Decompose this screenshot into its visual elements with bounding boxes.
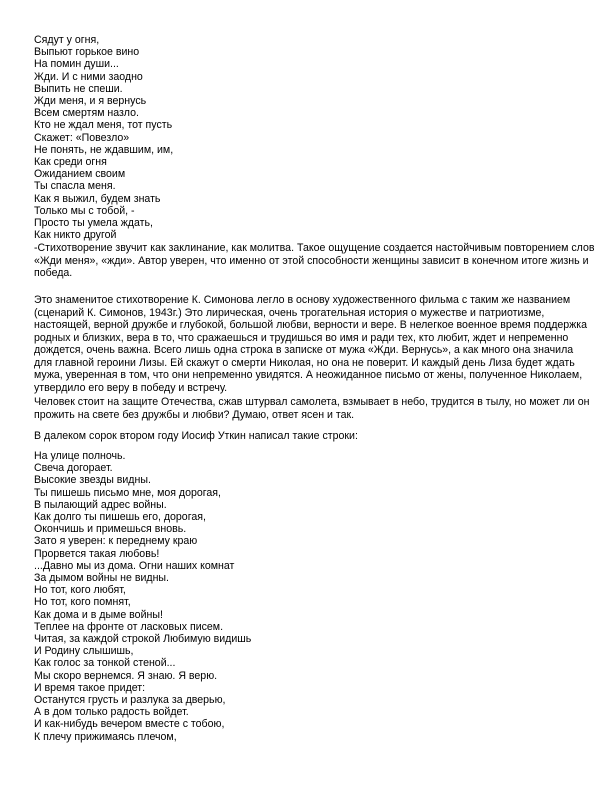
- poem-line-1: Сядут у огня,: [34, 34, 100, 46]
- poem-line-15: Только мы с тобой, -: [34, 204, 135, 217]
- poem-line-6: Жди меня, и я вернусь: [34, 95, 147, 108]
- poem-line-14: Как я выжил, будем знать: [34, 192, 161, 205]
- poem-line-22: А в дом только радость войдет.: [34, 706, 189, 719]
- poem-line-4: Жди. И с ними заодно: [34, 70, 143, 83]
- poem-simonov: [34, 34, 586, 241]
- text-line-1: В далеком сорок втором году Иосиф Уткин написал такие строки:: [34, 430, 358, 442]
- text-line-3: настоящей, верной дружбе и глубокой, большой любви, верности и вере. В нелегкое военное время поддержка: [34, 319, 588, 331]
- poem-line-3: На помин души...: [34, 58, 119, 71]
- text-line-2: «Жди меня», «жди». Автор уверен, что именно от этой способности женщины зависит в конечном итоге жизнь и: [34, 254, 589, 267]
- poem-line-8: Зато я уверен: к переднему краю: [34, 535, 198, 548]
- text-line-1: -Стихотворение звучит как заклинание, как молитва. Такое ощущение создается настойчивым повторением слов: [34, 242, 595, 254]
- text-line-2: прожить на свете без дружбы и любви? Думаю, ответ ясен и так.: [34, 408, 355, 421]
- text-line-7: мужа, уверенная в том, что они непременно увидятся. А неожиданное письмо от жены, полученное Николаем,: [34, 369, 583, 381]
- text-line-6: для главной героини Лизы. Ей скажут о смерти Николая, но она не поверит. И каждый день Лиза будет ждать: [34, 356, 575, 369]
- poem-line-17: Как никто другой: [34, 229, 117, 242]
- text-line-4: родных и близких, вера в то, что сражаешься и трудишься во имя и ради тех, кто любит, ждет и непременно: [34, 331, 569, 344]
- poem-line-7: Всем смертям назло.: [34, 107, 139, 120]
- poem-line-16: Просто ты умела ждать,: [34, 217, 153, 230]
- poem-line-9: Скажет: «Повезло»: [34, 131, 130, 144]
- text-line-8: утвердило его веру в победу и встречу.: [34, 381, 228, 394]
- poem-line-13: Ты спасла меня.: [34, 180, 116, 193]
- poem-line-21: Останутся грусть и разлука за дверью,: [34, 694, 226, 707]
- poem-line-8: Кто не ждал меня, тот пусть: [34, 119, 173, 132]
- text-line-2: (сценарий К. Симонов, 1943г.) Это лирическая, очень трогательная история о мужестве и патриотизме,: [34, 306, 545, 319]
- poem-line-9: Прорвется такая любовь!: [34, 547, 160, 560]
- poem-line-12: Но тот, кого любят,: [34, 584, 126, 597]
- poem-line-19: Мы скоро вернемся. Я знаю. Я верю.: [34, 669, 218, 682]
- poem-line-12: Ожиданием своим: [34, 168, 126, 181]
- text-line-1: Это знаменитое стихотворение К. Симонова легло в основу художественного фильма с таким же названием: [34, 294, 571, 306]
- text-line-5: дождется, очень важна. Всего лишь одна строка в записке от мужа «Жди. Вернусь», а как много она значила: [34, 344, 574, 356]
- paragraph-utkin-intro: [34, 430, 586, 443]
- poem-line-15: Теплее на фронте от ласковых писем.: [34, 620, 224, 633]
- poem-line-13: Но тот, кого помнят,: [34, 596, 131, 609]
- poem-line-4: Ты пишешь письмо мне, моя дорогая,: [34, 486, 221, 499]
- poem-line-11: За дымом войны не видны.: [34, 572, 169, 585]
- poem-line-5: В пылающий адрес войны.: [34, 498, 167, 511]
- poem-utkin: [34, 450, 586, 743]
- poem-line-7: Окончишь и примешься вновь.: [34, 523, 187, 536]
- poem-line-5: Выпить не спеши.: [34, 82, 123, 95]
- paragraph-commentary: [34, 242, 595, 280]
- paragraph-film: [34, 294, 586, 394]
- text-line-3: победа.: [34, 267, 73, 279]
- poem-line-24: К плечу прижимаясь плечом,: [34, 730, 177, 743]
- poem-line-2: Выпьют горькое вино: [34, 46, 140, 59]
- poem-line-17: И Родину слышишь,: [34, 645, 134, 658]
- text-line-1: Человек стоит на защите Отечества, сжав штурвал самолета, взмывает в небо, трудится в тылу, но может ли он: [34, 396, 590, 408]
- poem-line-20: И время такое придет:: [34, 681, 146, 694]
- poem-line-3: Высокие звезды видны.: [34, 474, 151, 487]
- paragraph-defender: [34, 396, 590, 421]
- poem-line-10: ...Давно мы из дома. Огни наших комнат: [34, 559, 235, 572]
- poem-line-18: Как голос за тонкой стеной...: [34, 657, 176, 670]
- poem-line-10: Не понять, не ждавшим, им,: [34, 143, 174, 156]
- poem-line-11: Как среди огня: [34, 156, 107, 169]
- poem-line-2: Свеча догорает.: [34, 462, 113, 475]
- poem-line-14: Как дома и в дыме войны!: [34, 608, 163, 621]
- poem-line-6: Как долго ты пишешь его, дорогая,: [34, 511, 206, 524]
- poem-line-23: И как-нибудь вечером вместе с тобою,: [34, 718, 225, 731]
- poem-line-16: Читая, за каждой строкой Любимую видишь: [34, 633, 252, 646]
- poem-line-1: На улице полночь.: [34, 450, 126, 462]
